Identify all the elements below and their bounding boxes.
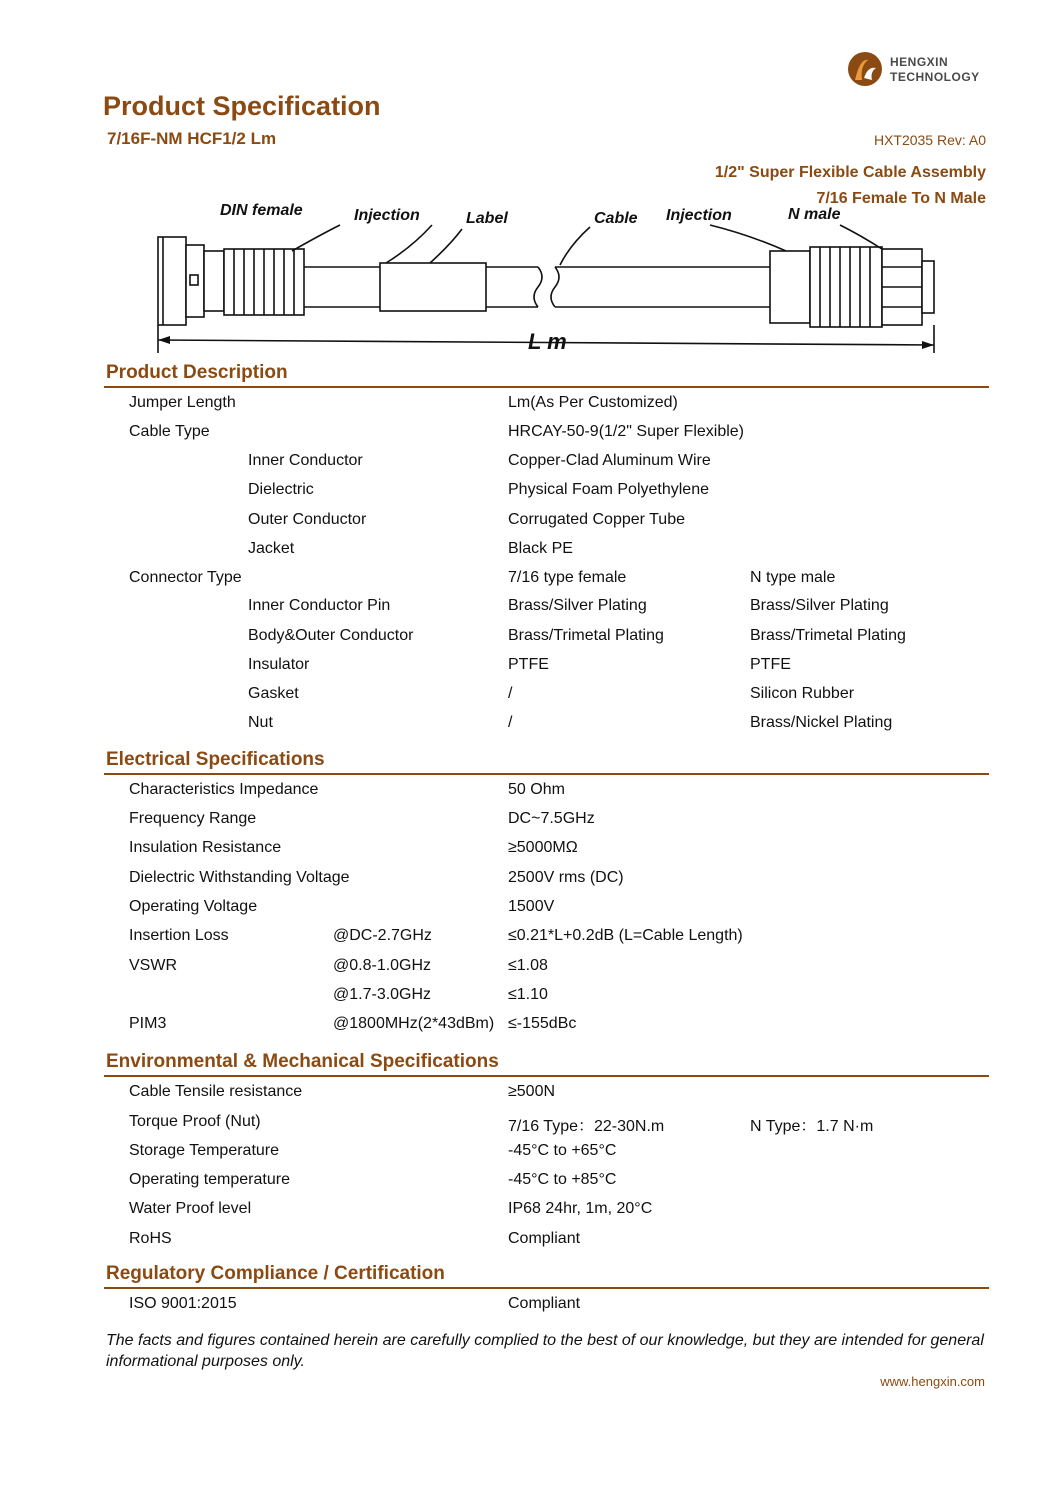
spec-label: Insulation Resistance (129, 839, 282, 856)
cable-assembly-diagram (150, 195, 950, 360)
table-row (0, 1200, 1060, 1224)
spec-sublabel: Insulator (248, 656, 310, 673)
spec-label: Storage Temperature (129, 1142, 280, 1159)
spec-condition: @1800MHz(2*43dBm) (333, 1015, 495, 1032)
spec-label: Jumper Length (129, 394, 236, 411)
table-row (0, 481, 1060, 505)
spec-sublabel: Jacket (248, 540, 295, 557)
spec-sublabel: Dielectric (248, 481, 314, 498)
spec-sublabel: Gasket (248, 685, 299, 702)
spec-value: Compliant (508, 1295, 581, 1312)
spec-value: ≤0.21*L+0.2dB (L=Cable Length) (508, 927, 743, 944)
spec-value: ≤1.10 (508, 986, 548, 1003)
spec-value-2: N Type：1.7 N·m (750, 1118, 874, 1135)
spec-value-2: PTFE (750, 656, 791, 673)
table-row (0, 569, 1060, 593)
spec-value: 1500V (508, 898, 555, 915)
spec-condition: @DC-2.7GHz (333, 927, 432, 944)
spec-value: 7/16 type female (508, 569, 627, 586)
spec-value: 7/16 Type：22-30N.m (508, 1118, 665, 1135)
brand-name-line1: HENGXIN (890, 55, 949, 69)
spec-value: PTFE (508, 656, 549, 673)
section-divider (104, 386, 989, 388)
table-row (0, 1142, 1060, 1166)
spec-value: -45°C to +85°C (508, 1171, 617, 1188)
table-row (0, 839, 1060, 863)
spec-sublabel: Inner Conductor Pin (248, 597, 391, 614)
table-row (0, 1230, 1060, 1254)
table-row (0, 781, 1060, 805)
product-subtitle: 1/2" Super Flexible Cable Assembly (714, 164, 986, 181)
page-title: Product Specification (103, 91, 381, 121)
spec-value: ≤1.08 (508, 957, 548, 974)
spec-label: ISO 9001:2015 (129, 1295, 237, 1312)
spec-label: Water Proof level (129, 1200, 252, 1217)
spec-label: VSWR (129, 957, 177, 974)
table-row (0, 656, 1060, 680)
spec-label: Dielectric Withstanding Voltage (129, 869, 350, 886)
brand-logo (846, 50, 996, 90)
spec-value: Corrugated Copper Tube (508, 511, 685, 528)
spec-sublabel: Inner Conductor (248, 452, 363, 469)
spec-value: / (508, 714, 513, 731)
table-row (0, 540, 1060, 564)
table-row (0, 627, 1060, 651)
table-row (0, 452, 1060, 476)
table-row (0, 898, 1060, 922)
table-row (0, 1083, 1060, 1107)
table-row (0, 869, 1060, 893)
spec-value: / (508, 685, 513, 702)
spec-value: Lm(As Per Customized) (508, 394, 678, 411)
model-number: 7/16F-NM HCF1/2 Lm (107, 129, 277, 148)
table-row (0, 986, 1060, 1010)
spec-value-2: Brass/Trimetal Plating (750, 627, 906, 644)
table-row (0, 1015, 1060, 1039)
spec-label: Operating Voltage (129, 898, 258, 915)
spec-label: Frequency Range (129, 810, 257, 827)
spec-condition: @0.8-1.0GHz (333, 957, 432, 974)
spec-value-2: N type male (750, 569, 836, 586)
diagram-label-cable: Cable (594, 210, 638, 227)
table-row (0, 1295, 1060, 1319)
table-row (0, 597, 1060, 621)
spec-label: PIM3 (129, 1015, 167, 1032)
table-row (0, 685, 1060, 709)
section-divider (104, 1075, 989, 1077)
spec-sublabel: Body&Outer Conductor (248, 627, 414, 644)
spec-label: Operating temperature (129, 1171, 290, 1188)
diagram-label-label: Label (466, 210, 508, 227)
spec-label: Cable Type (129, 423, 210, 440)
section-title-product-description: Product Description (106, 362, 288, 383)
table-row (0, 810, 1060, 834)
section-divider (104, 1287, 989, 1289)
table-row (0, 927, 1060, 951)
diagram-label-din-female: DIN female (220, 202, 303, 219)
spec-value: Black PE (508, 540, 573, 557)
spec-value: ≤-155dBc (508, 1015, 577, 1032)
product-subtitle-2: 7/16 Female To N Male (816, 190, 986, 207)
hengxin-logo-icon (846, 50, 884, 88)
spec-label: Connector Type (129, 569, 242, 586)
spec-value: Brass/Trimetal Plating (508, 627, 664, 644)
spec-value: Physical Foam Polyethylene (508, 481, 709, 498)
spec-value-2: Brass/Silver Plating (750, 597, 889, 614)
spec-label: RoHS (129, 1230, 172, 1247)
website-link[interactable]: www.hengxin.com (880, 1374, 985, 1389)
brand-name-line2: TECHNOLOGY (890, 70, 980, 84)
table-row (0, 714, 1060, 738)
spec-value: Copper-Clad Aluminum Wire (508, 452, 711, 469)
spec-label: Insertion Loss (129, 927, 229, 944)
spec-value: IP68 24hr, 1m, 20°C (508, 1200, 653, 1217)
spec-value: 50 Ohm (508, 781, 565, 798)
spec-value: 2500V rms (DC) (508, 869, 624, 886)
table-row (0, 394, 1060, 418)
spec-label: Torque Proof (Nut) (129, 1113, 261, 1130)
spec-value: -45°C to +65°C (508, 1142, 617, 1159)
disclaimer-text: The facts and figures contained herein are carefully complied to the best of our knowledge, but they are intended for general informational purposes only. (106, 1332, 984, 1370)
table-row (0, 957, 1060, 981)
spec-sublabel: Outer Conductor (248, 511, 367, 528)
spec-value: Brass/Silver Plating (508, 597, 647, 614)
section-title-electrical: Electrical Specifications (106, 749, 325, 770)
spec-value: Compliant (508, 1230, 581, 1247)
diagram-label-injection-right: Injection (666, 207, 732, 224)
diagram-label-injection-left: Injection (354, 207, 420, 224)
spec-value-2: Silicon Rubber (750, 685, 855, 702)
spec-sublabel: Nut (248, 714, 273, 731)
spec-value: DC~7.5GHz (508, 810, 595, 827)
spec-value: HRCAY-50-9(1/2" Super Flexible) (508, 423, 744, 440)
document-number: HXT2035 Rev: A0 (873, 132, 986, 148)
section-title-environmental: Environmental & Mechanical Specifications (106, 1051, 499, 1072)
table-row (0, 511, 1060, 535)
spec-label: Cable Tensile resistance (129, 1083, 303, 1100)
spec-value: ≥5000MΩ (508, 839, 578, 856)
spec-label: Characteristics Impedance (129, 781, 319, 798)
section-title-regulatory: Regulatory Compliance / Certification (106, 1263, 445, 1284)
table-row (0, 423, 1060, 447)
section-divider (104, 773, 989, 775)
spec-value-2: Brass/Nickel Plating (750, 714, 893, 731)
spec-condition: @1.7-3.0GHz (333, 986, 432, 1003)
table-row (0, 1171, 1060, 1195)
diagram-label-n-male: N male (788, 206, 841, 223)
table-row (0, 1113, 1060, 1137)
diagram-label-length: L m (528, 329, 567, 354)
spec-value: ≥500N (508, 1083, 556, 1100)
